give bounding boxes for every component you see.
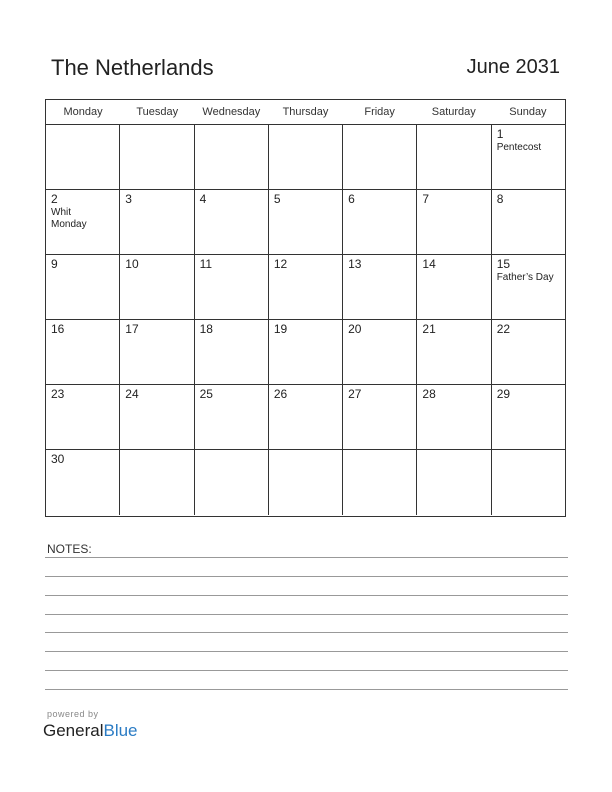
day-cell bbox=[195, 450, 269, 515]
day-number: 28 bbox=[422, 387, 436, 401]
day-cell bbox=[46, 255, 120, 319]
weekday-header: Thursday bbox=[282, 106, 329, 118]
week-row bbox=[46, 450, 565, 515]
day-cell bbox=[195, 385, 269, 449]
day-number: 8 bbox=[496, 192, 504, 206]
notes-line bbox=[45, 576, 568, 577]
day-number: 27 bbox=[348, 387, 362, 401]
day-number: 14 bbox=[422, 257, 436, 271]
day-cell bbox=[492, 125, 565, 189]
day-cell bbox=[269, 450, 343, 515]
weekday-header-row bbox=[46, 100, 565, 125]
day-cell bbox=[195, 320, 269, 384]
day-number: 13 bbox=[348, 257, 362, 271]
day-number: 25 bbox=[199, 387, 213, 401]
day-cell bbox=[343, 385, 417, 449]
day-cell bbox=[120, 320, 194, 384]
day-number: 9 bbox=[51, 257, 58, 271]
day-number: 2 bbox=[51, 192, 58, 206]
notes-line bbox=[45, 651, 568, 652]
day-number: 24 bbox=[125, 387, 139, 401]
day-number: 29 bbox=[496, 387, 511, 401]
day-cell bbox=[269, 385, 343, 449]
day-cell bbox=[269, 125, 343, 189]
day-cell bbox=[343, 190, 417, 254]
day-cell bbox=[343, 125, 417, 189]
day-cell bbox=[120, 255, 194, 319]
day-cell bbox=[343, 320, 417, 384]
day-number: 21 bbox=[422, 322, 436, 336]
weekday-header: Friday bbox=[364, 106, 395, 118]
holiday-label: Pentecost bbox=[496, 142, 542, 153]
calendar-grid bbox=[45, 99, 566, 517]
day-number: 5 bbox=[273, 192, 281, 206]
day-cell bbox=[269, 320, 343, 384]
day-number: 22 bbox=[496, 322, 511, 336]
day-number: 12 bbox=[273, 257, 288, 271]
day-number: 23 bbox=[51, 387, 65, 401]
week-row bbox=[46, 255, 565, 320]
day-cell bbox=[343, 450, 417, 515]
day-number: 18 bbox=[199, 322, 213, 336]
holiday-label: Father’s Day bbox=[496, 272, 554, 283]
day-cell bbox=[195, 125, 269, 189]
day-cell bbox=[417, 255, 491, 319]
day-number: 20 bbox=[348, 322, 362, 336]
notes-line bbox=[45, 632, 568, 633]
notes-line bbox=[45, 595, 568, 596]
notes-label: NOTES: bbox=[47, 542, 92, 556]
weekday-header: Monday bbox=[63, 106, 103, 118]
day-cell bbox=[492, 450, 565, 515]
day-cell bbox=[417, 320, 491, 384]
day-cell bbox=[46, 125, 120, 189]
day-cell bbox=[46, 190, 120, 254]
day-number: 6 bbox=[348, 192, 355, 206]
weekday-header: Sunday bbox=[509, 106, 547, 118]
day-cell bbox=[46, 320, 120, 384]
day-number: 10 bbox=[125, 257, 139, 271]
day-number: 16 bbox=[51, 322, 65, 336]
day-cell bbox=[120, 190, 194, 254]
day-cell bbox=[492, 385, 565, 449]
week-row bbox=[46, 385, 565, 450]
brand-general-text: General bbox=[43, 721, 104, 740]
holiday-label: Whit Monday bbox=[51, 207, 87, 230]
day-number: 7 bbox=[422, 192, 430, 206]
day-number: 11 bbox=[199, 257, 213, 271]
month-year-title: June 2031 bbox=[466, 56, 560, 78]
day-number: 30 bbox=[51, 452, 65, 466]
day-cell bbox=[492, 255, 565, 319]
weekday-header: Wednesday bbox=[202, 106, 261, 118]
day-cell bbox=[269, 255, 343, 319]
day-cell bbox=[343, 255, 417, 319]
day-cell bbox=[492, 190, 565, 254]
day-number: 26 bbox=[273, 387, 288, 401]
brand-blue-text: Blue bbox=[103, 721, 138, 740]
day-cell bbox=[120, 385, 194, 449]
notes-line bbox=[45, 614, 568, 615]
day-number: 3 bbox=[125, 192, 132, 206]
day-cell bbox=[120, 450, 194, 515]
day-cell bbox=[269, 190, 343, 254]
day-cell bbox=[492, 320, 565, 384]
day-cell bbox=[195, 255, 269, 319]
day-cell bbox=[120, 125, 194, 189]
notes-line bbox=[45, 670, 568, 671]
country-title: The Netherlands bbox=[51, 55, 214, 80]
day-number: 19 bbox=[273, 322, 288, 336]
weekday-header: Saturday bbox=[431, 106, 476, 118]
brand-logo[interactable] bbox=[43, 721, 138, 741]
day-number: 1 bbox=[496, 127, 504, 141]
notes-line bbox=[45, 689, 568, 690]
weekday-header: Tuesday bbox=[136, 106, 179, 118]
notes-line bbox=[45, 557, 568, 558]
day-number: 15 bbox=[496, 257, 511, 271]
powered-by-text: powered by bbox=[47, 709, 99, 719]
day-cell bbox=[46, 385, 120, 449]
day-cell bbox=[417, 450, 491, 515]
day-cell bbox=[417, 190, 491, 254]
week-row bbox=[46, 125, 565, 190]
day-cell bbox=[46, 450, 120, 515]
week-row bbox=[46, 190, 565, 255]
day-cell bbox=[195, 190, 269, 254]
week-row bbox=[46, 320, 565, 385]
day-number: 4 bbox=[199, 192, 207, 206]
day-number: 17 bbox=[125, 322, 139, 336]
day-cell bbox=[417, 125, 491, 189]
day-cell bbox=[417, 385, 491, 449]
